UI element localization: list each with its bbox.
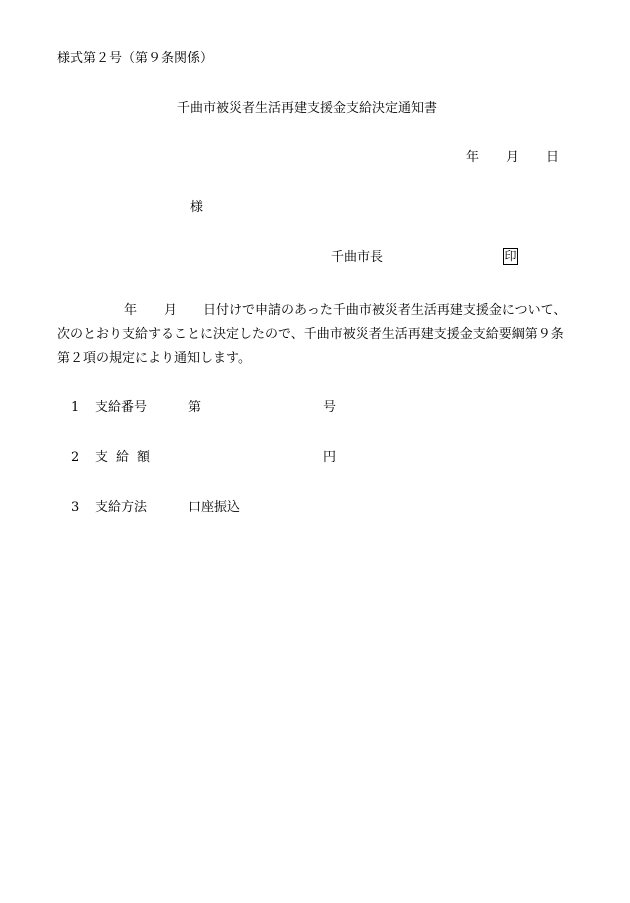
body-line-1-text: 日付けで申請のあった千曲市被災者生活再建支援金について、 [203, 303, 567, 318]
date-day-label: 日 [546, 150, 560, 165]
date-month-label: 月 [506, 150, 520, 165]
item-1-label: 支給番号 [95, 400, 148, 415]
addressee-honorific: 様 [190, 200, 204, 215]
form-number: 様式第２号（第９条関係） [57, 51, 214, 66]
item-3-number: 3 [71, 500, 80, 515]
body-month-label: 月 [164, 303, 178, 318]
issuer-name: 千曲市長 [331, 250, 384, 265]
item-2-suffix: 円 [323, 450, 337, 465]
notice-body [57, 299, 587, 371]
item-2-label: 支給額 [95, 450, 159, 465]
date-year-label: 年 [466, 150, 480, 165]
item-3-label: 支給方法 [95, 500, 148, 515]
item-3-value: 口座振込 [188, 500, 241, 515]
body-line-2: 次のとおり支給することに決定したので、千曲市被災者生活再建支援金支給要綱第９条 [57, 327, 564, 342]
body-line-1 [57, 299, 587, 323]
item-2-number: 2 [71, 450, 80, 465]
seal-mark: 印 [504, 249, 517, 263]
document-title: 千曲市被災者生活再建支援金支給決定通知書 [177, 101, 438, 116]
body-line-3: 第２項の規定により通知します。 [57, 351, 251, 366]
body-year-label: 年 [124, 303, 138, 318]
item-1-prefix: 第 [188, 400, 202, 415]
item-1-number: 1 [71, 400, 80, 415]
item-1-suffix: 号 [323, 400, 337, 415]
